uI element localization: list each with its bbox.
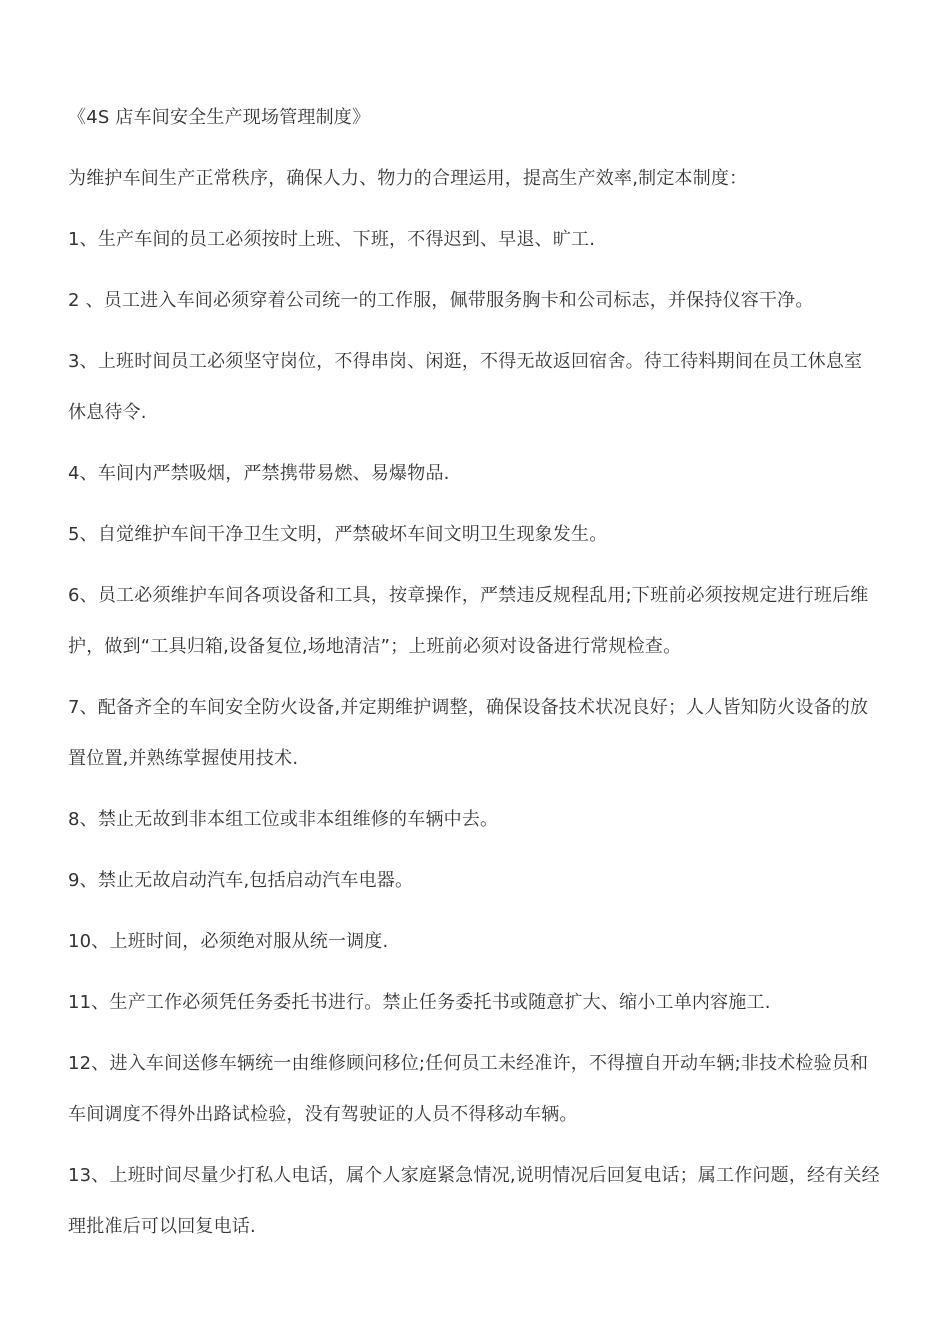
rule-item-1: 1、生产车间的员工必须按时上班、下班，不得迟到、早退、旷工. <box>68 229 596 250</box>
rule-item-7: 7、配备齐全的车间安全防火设备,并定期维护调整，确保设备技术状况良好；人人皆知防火设备的放置位置,并熟练掌握使用技术. <box>68 697 869 769</box>
document-body <box>68 92 880 1262</box>
rule-item-2: 2 、员工进入车间必须穿着公司统一的工作服，佩带服务胸卡和公司标志，并保持仪容干净。 <box>68 290 814 311</box>
rule-item-13: 13、上班时间尽量少打私人电话，属个人家庭紧急情况,说明情况后回复电话；属工作问题，经有关经理批准后可以回复电话. <box>68 1165 880 1237</box>
document-intro: 为维护车间生产正常秩序，确保人力、物力的合理运用，提高生产效率,制定本制度： <box>68 168 748 189</box>
rule-item-9: 9、禁止无故启动汽车,包括启动汽车电器。 <box>68 870 414 891</box>
rule-item-3: 3、上班时间员工必须坚守岗位，不得串岗、闲逛，不得无故返回宿舍。待工待料期间在员工休息室休息待令. <box>68 351 863 423</box>
document-title: 《4S 店车间安全生产现场管理制度》 <box>68 107 371 128</box>
rule-item-11: 11、生产工作必须凭任务委托书进行。禁止任务委托书或随意扩大、缩小工单内容施工. <box>68 992 771 1013</box>
rule-item-4: 4、车间内严禁吸烟，严禁携带易燃、易爆物品. <box>68 463 450 484</box>
rule-item-5: 5、自觉维护车间干净卫生文明，严禁破坏车间文明卫生现象发生。 <box>68 524 608 545</box>
rule-item-8: 8、禁止无故到非本组工位或非本组维修的车辆中去。 <box>68 809 499 830</box>
rule-item-12: 12、进入车间送修车辆统一由维修顾问移位;任何员工未经准许，不得擅自开动车辆;非技术检验员和车间调度不得外出路试检验，没有驾驶证的人员不得移动车辆。 <box>68 1053 869 1125</box>
rule-item-6: 6、员工必须维护车间各项设备和工具，按章操作，严禁违反规程乱用;下班前必须按规定进行班后维护，做到“工具归箱,设备复位,场地清洁”；上班前必须对设备进行常规检查。 <box>68 585 869 657</box>
rule-item-10: 10、上班时间，必须绝对服从统一调度. <box>68 931 389 952</box>
